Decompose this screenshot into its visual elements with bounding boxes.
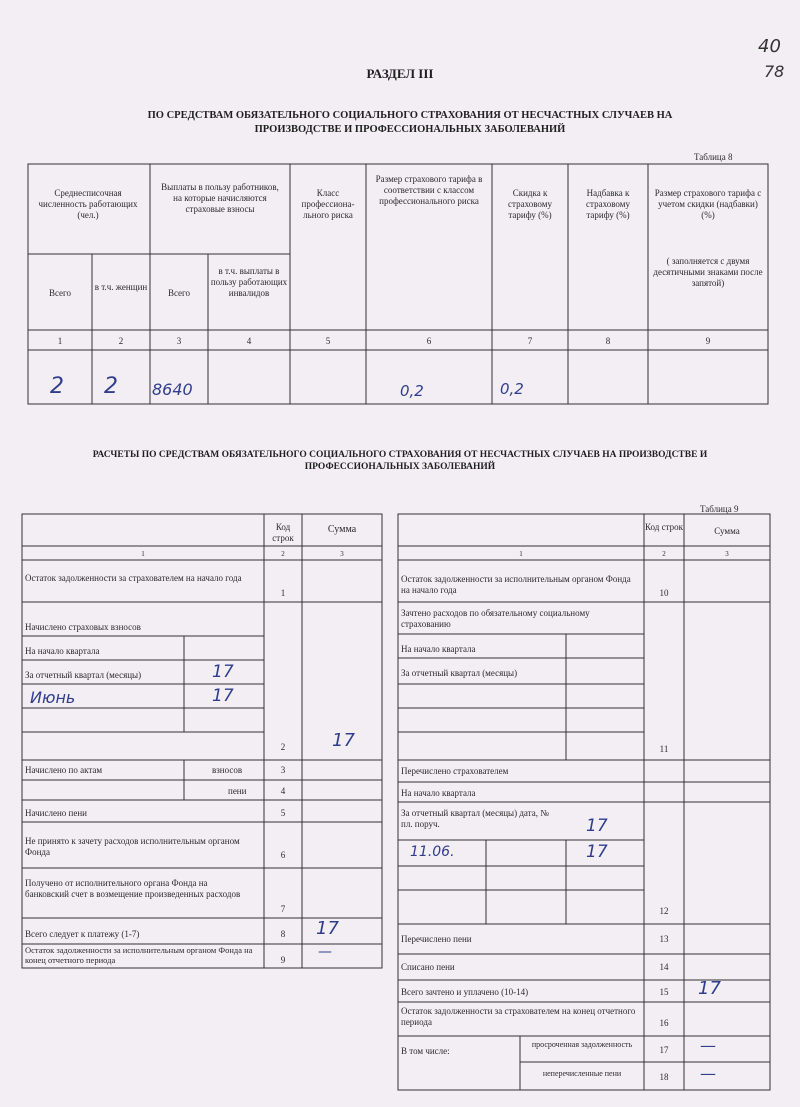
t8-head-tariff-adjusted: Размер страхового тарифа с учетом скидки (надбавки) (%) (654, 188, 762, 220)
calc-title-line1: РАСЧЕТЫ ПО СРЕДСТВАМ ОБЯЗАТЕЛЬНОГО СОЦИАЛЬНОГО СТРАХОВАНИЯ ОТ НЕСЧАСТНЫХ СЛУЧАЕВ НА ПРОИЗВОДСТВЕ И (92, 450, 708, 460)
t9-right-r16-code: 16 (659, 1018, 669, 1028)
t9-right-r15-code: 15 (659, 987, 669, 997)
t9-right-r10-code: 10 (659, 588, 669, 598)
t8-colnum-8: 8 (605, 336, 611, 346)
t8-value-women: 2 (104, 374, 118, 399)
t8-colnum-4: 4 (246, 336, 252, 346)
t8-value-headcount: 2 (50, 374, 64, 399)
t9-right-total-paid: Всего зачтено и уплачено (10-14) (401, 987, 529, 997)
t8-colnum-5: 5 (325, 336, 331, 346)
t9-left-colnum-1: 1 (141, 550, 145, 558)
t9-left-r4-code: 4 (280, 786, 286, 796)
t9-left-month-label: Июнь (30, 688, 76, 707)
t8-head-avg-headcount: Среднесписочная численность работающих (чел.) (38, 188, 138, 220)
t9-left-total-due: Всего следует к платежу (1-7) (25, 929, 140, 939)
t9-left-colnum-3: 3 (340, 550, 344, 558)
t8-head-payments-total: Всего (167, 288, 191, 298)
t9-left-head-sum: Сумма (327, 524, 357, 535)
t9-left-end-debt: Остаток задолженности за исполнительным органом Фонда на конец отчетного периода (25, 945, 253, 965)
calc-title-line2: ПРОФЕССИОНАЛЬНЫХ ЗАБОЛЕВАНИЙ (304, 462, 496, 472)
t8-colnum-2: 2 (118, 336, 124, 346)
t9-right-reporting-quarter: За отчетный квартал (месяцы) (401, 668, 518, 678)
t9-right-reporting-quarter2: За отчетный квартал (месяцы) дата, № пл. поруч. (401, 808, 549, 829)
page-number-mark: 40 (758, 36, 781, 57)
table8-label: Таблица 8 (694, 152, 733, 162)
t9-right-r18-sum: — (700, 1064, 716, 1083)
t9-right-offset: Зачтено расходов по обязательному социальному страхованию (401, 608, 590, 629)
t9-right-quarter-value: 17 (586, 816, 608, 836)
t8-head-payments: Выплаты в пользу работников, на которые начисляются страховые взносы (161, 182, 279, 214)
t9-right-colnum-3: 3 (725, 550, 729, 558)
t9-right-transferred: Перечислено страхователем (401, 766, 509, 776)
t9-left-head-code: Код строк (272, 522, 294, 543)
t9-right-colnum-2: 2 (662, 550, 666, 558)
t9-right-r17-code: 17 (659, 1045, 669, 1055)
t8-head-surcharge: Надбавка к страховому тарифу (%) (586, 188, 630, 220)
t9-left-r7-code: 7 (280, 904, 286, 914)
t9-left-r8-sum: 17 (316, 918, 339, 939)
t8-head-tariff: Размер страхового тарифа в соответствии с классом профессионального риска (375, 174, 483, 206)
t9-left-month-value: 17 (212, 686, 234, 706)
t9-left-reporting-quarter: За отчетный квартал (месяцы) (25, 670, 142, 680)
t8-colnum-3: 3 (176, 336, 182, 346)
t9-left-r2-code: 2 (280, 742, 286, 752)
t9-left-received: Получено от исполнительного органа Фонда на банковский счет в возмещение произведенных расходов (25, 878, 241, 899)
t8-value-discount: 0,2 (500, 380, 524, 398)
section-title: РАЗДЕЛ III (366, 66, 434, 81)
t9-right-quarter-start: На начало квартала (401, 644, 476, 654)
t9-left-r6-code: 6 (280, 850, 286, 860)
t9-left-acts-label: Начислено по актам (25, 765, 103, 775)
t9-left-acts-penalty: пени (228, 786, 247, 796)
t8-head-risk-class: Класс профессиона-льного риска (301, 188, 355, 220)
t9-right-r18-code: 18 (659, 1072, 669, 1082)
page-number-sub-mark: 78 (764, 62, 785, 81)
t8-head-total: Всего (48, 288, 72, 298)
t9-right-written-off: Списано пени (401, 962, 455, 972)
t9-left-quarter-value: 17 (212, 662, 234, 682)
t9-left-r2-sum: 17 (332, 730, 355, 751)
t8-head-women: в т.ч. женщин (94, 282, 148, 292)
t9-left-penalties: Начислено пени (25, 808, 87, 818)
t9-left-r8-code: 8 (280, 929, 286, 939)
t9-left-r9-code: 9 (280, 955, 286, 965)
t9-left-r1-label: Остаток задолженности за страхователем на начало года (25, 573, 242, 583)
t9-right-including: В том числе: (401, 1046, 450, 1056)
t9-right-penalties-transferred: Перечислено пени (401, 934, 472, 944)
t8-colnum-1: 1 (57, 336, 63, 346)
section-subtitle-line1: ПО СРЕДСТВАМ ОБЯЗАТЕЛЬНОГО СОЦИАЛЬНОГО СТРАХОВАНИЯ ОТ НЕСЧАСТНЫХ СЛУЧАЕВ НА (147, 110, 673, 121)
t8-colnum-6: 6 (426, 336, 432, 346)
t9-left-colnum-2: 2 (281, 550, 285, 558)
t9-left-r5-code: 5 (280, 808, 286, 818)
t9-right-head-sum: Сумма (714, 526, 740, 536)
t8-head-payments-disabled: в т.ч. выплаты в пользу работающих инвалидов (210, 266, 288, 298)
t9-left-quarter-start: На начало квартала (25, 646, 100, 656)
t9-right-head-code: Код строк (644, 522, 684, 532)
section-subtitle-line2: ПРОИЗВОДСТВЕ И ПРОФЕССИОНАЛЬНЫХ ЗАБОЛЕВАНИЙ (254, 124, 566, 135)
t9-right-not-transferred: неперечисленные пени (542, 1069, 622, 1078)
t9-left-r1-code: 1 (280, 588, 286, 598)
t9-right-pay-date: 11.06. (410, 844, 455, 860)
t9-right-end-debt: Остаток задолженности за страхователем на конец отчетного периода (401, 1006, 636, 1027)
t9-left-not-accepted: Не принято к зачету расходов исполнительным органом Фонда (25, 836, 240, 857)
t8-head-tariff-note: ( заполняется с двумя десятичными знаками после запятой) (653, 256, 763, 288)
t8-value-payments: 8640 (152, 380, 193, 399)
t9-right-quarter-start2: На начало квартала (401, 788, 476, 798)
t8-colnum-9: 9 (705, 336, 711, 346)
t9-left-accrued-label: Начислено страховых взносов (25, 622, 141, 632)
t9-left-r3-code: 3 (280, 765, 286, 775)
t9-right-r13-code: 13 (659, 934, 669, 944)
t9-right-overdue: просроченная задолженность (531, 1040, 633, 1049)
table9-label: Таблица 9 (700, 504, 739, 514)
t9-left-acts-contrib: взносов (212, 765, 243, 775)
t8-value-tariff: 0,2 (400, 382, 424, 400)
t8-colnum-7: 7 (527, 336, 533, 346)
t9-right-r11-code: 11 (659, 744, 669, 754)
t9-right-r15-sum: 17 (698, 978, 721, 999)
t9-right-r14-code: 14 (659, 962, 669, 972)
t9-left-r9-sum: — (318, 944, 332, 960)
t8-head-discount: Скидка к страховому тарифу (%) (508, 188, 552, 220)
t9-right-r12-code: 12 (659, 906, 669, 916)
t9-right-r17-sum: — (700, 1036, 716, 1055)
t9-right-r10-label: Остаток задолженности за исполнительным органом Фонда на начало года (401, 574, 631, 595)
t9-right-colnum-1: 1 (519, 550, 523, 558)
t9-right-pay-value: 17 (586, 842, 608, 862)
